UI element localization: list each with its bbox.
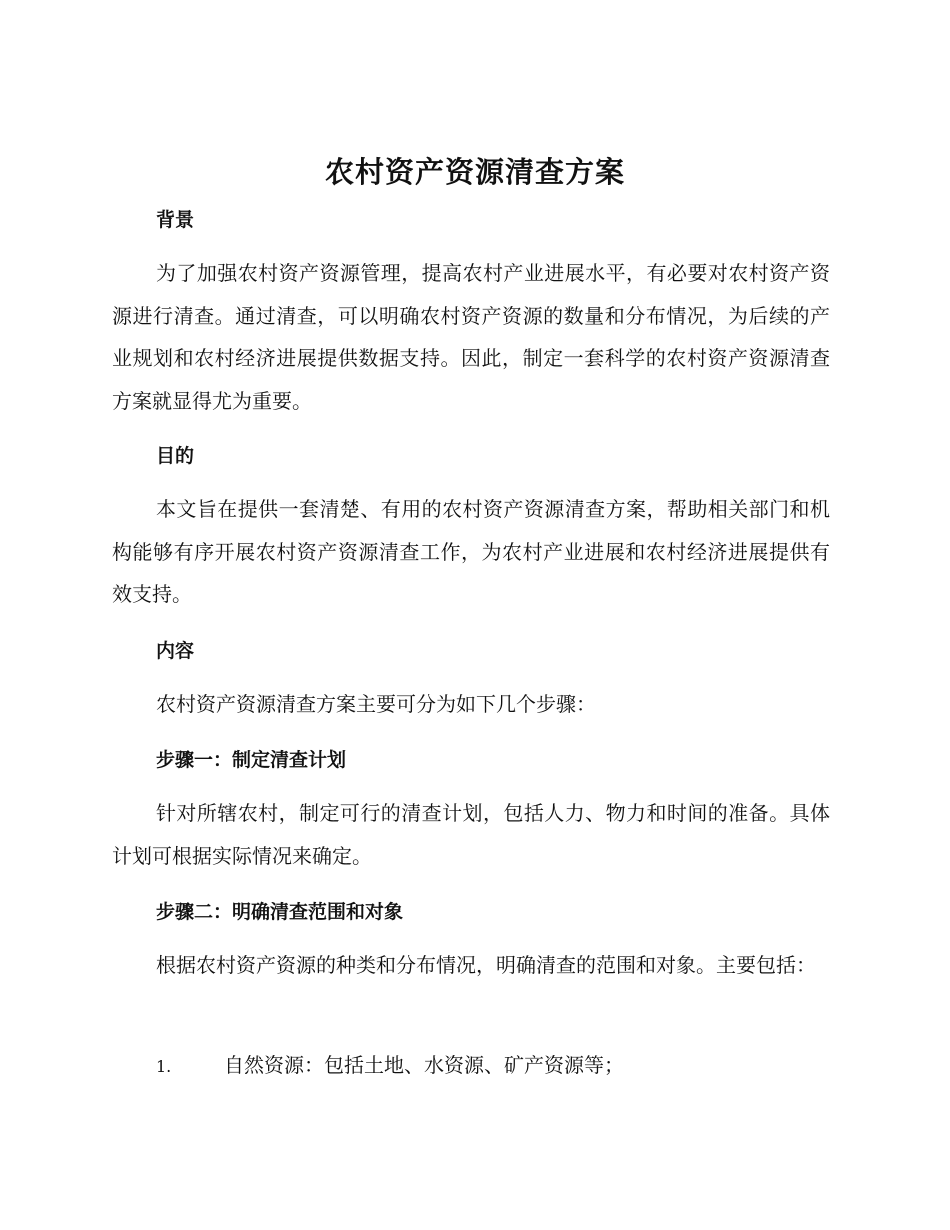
background-paragraph: 为了加强农村资产资源管理，提高农村产业进展水平，有必要对农村资产资源进行清查。通过清查，可以明确农村资产资源的数量和分布情况，为后续的产业规划和农村经济进展提供数据支持。因此，制定一套科学的农村资产资源清查方案就显得尤为重要。	[112, 261, 830, 413]
purpose-paragraph: 本文旨在提供一套清楚、有用的农村资产资源清查方案，帮助相关部门和机构能够有序开展农村资产资源清查工作，为农村产业进展和农村经济进展提供有效支持。	[112, 497, 830, 606]
section-heading-content: 内容	[156, 640, 195, 662]
step2-paragraph: 根据农村资产资源的种类和分布情况，明确清查的范围和对象。主要包括：	[156, 953, 816, 977]
document-title: 农村资产资源清查方案	[324, 155, 625, 189]
list-item-number: 1.	[156, 1057, 172, 1076]
step2-heading: 步骤二：明确清查范围和对象	[156, 901, 404, 923]
list-item	[156, 1050, 836, 1082]
section-heading-purpose: 目的	[156, 445, 195, 467]
step1-heading: 步骤一：制定清查计划	[156, 749, 347, 771]
content-intro-paragraph: 农村资产资源清查方案主要可分为如下几个步骤：	[156, 692, 596, 716]
list-item-text: 自然资源：包括土地、水资源、矿产资源等；	[224, 1053, 624, 1077]
section-heading-background: 背景	[156, 209, 195, 231]
step1-paragraph: 针对所辖农村，制定可行的清查计划，包括人力、物力和时间的准备。具体计划可根据实际情况来确定。	[112, 801, 830, 868]
